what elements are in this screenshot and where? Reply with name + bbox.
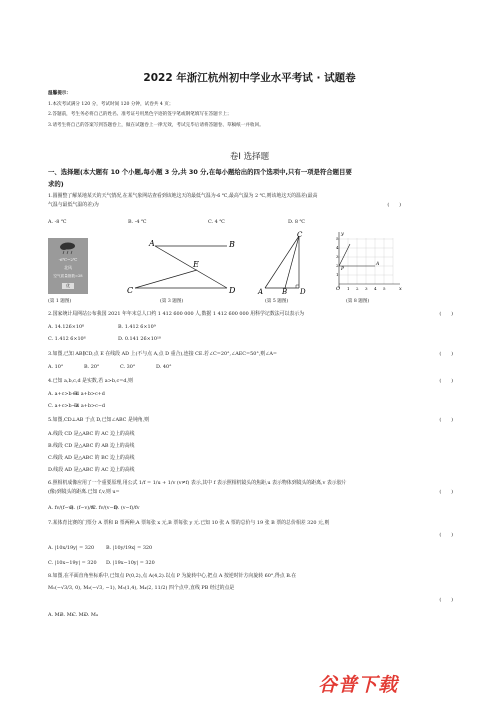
figure-3-caption: (第 3 题图) xyxy=(160,299,184,304)
weather-wind: 北风 xyxy=(64,265,72,270)
question-text: 7.某体育比赛的门票分 A 票和 B 票两种,A 票每张 x 元,B 票每张 y 元.已知 10 张 A 票的总价与 19 张 B 票的总价相差 320 元,则 xyxy=(48,520,330,526)
answer-paren: ( ) xyxy=(439,489,453,495)
option-b: B. -4 ℃ xyxy=(128,219,147,225)
part-heading-line: 求的) xyxy=(48,180,64,188)
question-text: 8.如图,在平面直角坐标系中,已知点 P(0,2),点 A(4,2).以点 P 为旋转中心,把点 A 按逆时针方向旋转 60°,得点 B.在 xyxy=(48,573,297,579)
question-4 xyxy=(48,377,453,386)
watermark xyxy=(318,670,398,697)
question-7 xyxy=(48,519,453,538)
svg-text:3: 3 xyxy=(336,254,339,259)
option-b: B. 1.412 6×10⁹ xyxy=(118,324,156,330)
question-8 xyxy=(48,572,453,603)
answer-paren: ( ) xyxy=(387,202,401,208)
question-2-options xyxy=(48,324,188,330)
figure-5-caption: (第 5 题图) xyxy=(265,299,289,304)
notes-line: 2.答题前，考生务必将自己的姓名、准考证号用黑色字迹的签字笔或钢笔填写在答题卡上； xyxy=(48,112,232,118)
point-label: A xyxy=(149,239,155,248)
option-a: A.线段 CD 是△ABC 的 AC 边上的高线 xyxy=(48,431,135,437)
svg-text:4: 4 xyxy=(336,245,339,250)
option-c: C. 4 ℃ xyxy=(208,219,225,225)
question-6 xyxy=(48,479,453,497)
page-title: 2022 年浙江杭州初中学业水平考试 · 试题卷 xyxy=(143,72,356,84)
option-b: B. a+b>c+d xyxy=(74,391,105,397)
point-label: A xyxy=(258,288,264,296)
question-3 xyxy=(48,350,453,359)
svg-text:1: 1 xyxy=(336,272,339,277)
option-c: C. |10x−19y| = 320 xyxy=(48,560,97,566)
figure-8 xyxy=(336,230,404,292)
option-d: D. 40° xyxy=(156,364,172,370)
question-text: M₁(−√3/3, 0), M₂(−√3, −1), M₃(1,4), M₄(2, 11/2) 四个点中,直线 PB 经过的点是 xyxy=(48,585,235,591)
question-2-options xyxy=(48,336,188,342)
svg-text:5: 5 xyxy=(383,286,386,291)
question-8-options xyxy=(48,612,96,618)
figure-1-caption: (第 1 题图) xyxy=(48,299,72,304)
option-a: A. -8 ℃ xyxy=(48,219,67,225)
weather-temp: -6℃~2℃ xyxy=(58,257,78,262)
option-d: D.线段 AD 是△ABC 的 AC 边上的高线 xyxy=(48,467,135,473)
exam-notes xyxy=(48,92,458,134)
question-4-options xyxy=(48,403,106,409)
question-5 xyxy=(48,416,453,425)
question-text: 6.照相机成像应用了一个重要原理,用公式 1/f = 1/u + 1/v (v≠f) 表示,其中 f 表示照相机镜头的焦距,u 表示物体到镜头的距离,v 表示胶片 xyxy=(48,480,347,486)
figure-5 xyxy=(257,230,317,296)
point-label: P xyxy=(341,267,345,272)
option-b: B. |10y/19x| = 320 xyxy=(106,545,153,551)
option-d: D. 8 ℃ xyxy=(288,219,305,225)
option-b: B. M₂ xyxy=(60,612,74,618)
question-text: 3.如图,已知 AB∥CD,点 E 在线段 AD 上(不与点 A,点 D 重合),连接 CE.若∠C=20°,∠AEC=50°,则∠A= xyxy=(48,351,277,357)
section-title: 卷Ⅰ 选择题 xyxy=(229,152,270,162)
question-text: 5.如图,CD⊥AB 于点 D,已知∠ABC 是钝角,则 xyxy=(48,417,150,423)
answer-paren: ( ) xyxy=(439,532,453,538)
svg-text:1: 1 xyxy=(347,286,350,291)
option-a: A. 10° xyxy=(48,364,64,370)
question-text: 1.圆圈整了解某地某天的天气情况,在某气象网站查看到该地这天的最低气温为-6 ℃,最高气温为 2 ℃,则该地这天的温差(最高 xyxy=(48,193,318,199)
option-c: C. a+c>b−d xyxy=(48,403,79,409)
answer-paren: ( ) xyxy=(439,417,453,423)
answer-paren: ( ) xyxy=(439,311,453,317)
question-6-options xyxy=(48,505,140,511)
notes-heading: 温馨提示： xyxy=(48,91,71,96)
question-text: 2.国家统计局网站公布我国 2021 年年末总人口约 1 412 600 000 人,数据 1 412 600 000 用科学记数法可以表示为 xyxy=(48,311,305,317)
svg-text:5: 5 xyxy=(336,236,339,241)
point-label: B xyxy=(229,240,235,249)
answer-paren: ( ) xyxy=(439,351,453,357)
figure-1 xyxy=(48,238,88,294)
question-4-options xyxy=(48,391,105,397)
svg-text:4: 4 xyxy=(374,286,377,291)
option-d: D. a+b>c−d xyxy=(74,403,106,409)
question-1-options xyxy=(48,219,368,225)
weather-aqi-label: 优 xyxy=(62,283,74,289)
figure-8-caption: (第 8 题图) xyxy=(346,299,370,304)
axis-label: y xyxy=(341,231,344,237)
option-d: D. M₄ xyxy=(84,612,98,618)
notes-line: 1.本次考试满分 120 分，考试时间 120 分钟，试卷共 4 页； xyxy=(48,101,174,107)
cloud-icon xyxy=(60,244,68,250)
x-tick-labels xyxy=(347,286,386,291)
option-a: A. fv/(f−v) xyxy=(48,505,74,511)
part-heading-line: 一、选择题(本大题有 10 个小题,每小题 3 分,共 30 分,在每小题给出的四个选项中,只有一项是符合题目要 xyxy=(48,168,352,176)
option-b: B.线段 CD 是△ABC 的 AB 边上的高线 xyxy=(48,443,135,449)
option-b: B. (f−v)/fv xyxy=(70,505,96,511)
notes-line: 3.请考生将自己的答案写到答题卷上，做在试题卷上一律无效，考试完毕后请将答题卷、草稿纸一并收回。 xyxy=(48,122,264,128)
svg-text:2: 2 xyxy=(356,286,359,291)
option-a: A. 14.126×10⁸ xyxy=(48,324,85,330)
question-2 xyxy=(48,310,453,319)
svg-text:2: 2 xyxy=(336,263,339,268)
option-a: A. |10x/19y| = 320 xyxy=(48,545,95,551)
question-text: 气温与最低气温的差)为 xyxy=(48,202,99,208)
option-c: C. 1.412 6×10⁸ xyxy=(48,336,86,342)
point-label: C xyxy=(127,286,134,295)
question-3-options xyxy=(48,364,192,370)
answer-paren: ( ) xyxy=(439,597,453,603)
answer-paren: ( ) xyxy=(439,378,453,384)
question-7-options xyxy=(48,545,164,551)
option-a: A. a+c>b+d xyxy=(48,391,79,397)
option-d: D. (v−f)/fv xyxy=(114,505,140,511)
axis-label: x xyxy=(399,286,402,292)
point-label: E xyxy=(193,260,199,269)
option-a: A. M₁ xyxy=(48,612,62,618)
option-d: D. 0.141 26×10¹⁰ xyxy=(118,336,161,342)
watermark-text: 谷普下载 xyxy=(318,674,399,696)
option-c: C. fv/(v−f) xyxy=(92,505,118,511)
point-label: C xyxy=(297,231,303,239)
weather-aqi: 空气质量指数=28 xyxy=(53,274,83,278)
svg-text:3: 3 xyxy=(365,286,368,291)
question-7-options xyxy=(48,560,164,566)
option-d: D. |19x−10y| = 320 xyxy=(106,560,155,566)
question-1 xyxy=(48,192,453,210)
y-tick-labels xyxy=(336,236,339,277)
point-label: D xyxy=(229,286,236,295)
question-text: 4.已知 a,b,c,d 是实数,若 a>b,c=d,则 xyxy=(48,378,133,384)
option-c: C. M₃ xyxy=(72,612,86,618)
option-c: C.线段 AD 是△ABC 的 BC 边上的高线 xyxy=(48,455,135,461)
origin-label: O xyxy=(336,286,341,292)
point-label: D xyxy=(300,288,306,296)
option-c: C. 30° xyxy=(120,364,136,370)
point-label: A xyxy=(376,262,380,267)
point-label: B xyxy=(282,288,288,296)
option-b: B. 20° xyxy=(84,364,100,370)
figure-3 xyxy=(127,238,237,298)
question-text: (像)到镜头的距离.已知 f,v,则 u= xyxy=(48,489,120,495)
part-heading xyxy=(48,166,453,190)
